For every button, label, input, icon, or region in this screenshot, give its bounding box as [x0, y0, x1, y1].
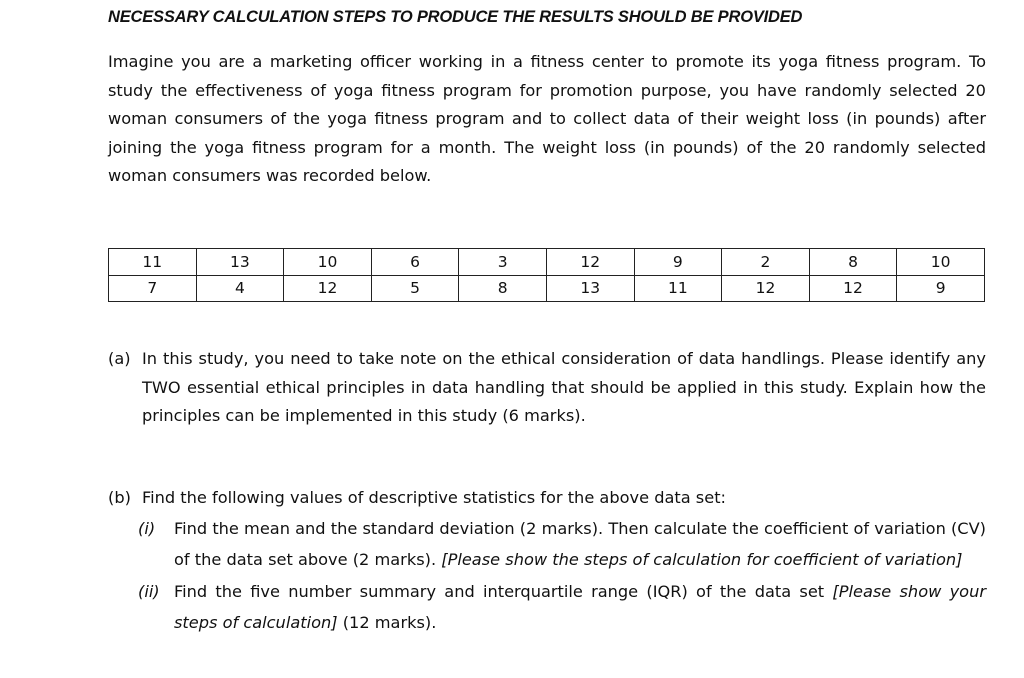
table-cell: 9 — [634, 249, 722, 276]
part-i-label: (i) — [138, 518, 156, 538]
table-cell: 10 — [897, 249, 985, 276]
question-b-part-ii — [138, 576, 986, 639]
part-ii-label: (ii) — [138, 581, 160, 601]
table-cell: 12 — [722, 275, 810, 302]
question-b-text: Find the following values of descriptive statistics for the above data set: — [142, 488, 727, 507]
table-cell: 13 — [546, 275, 634, 302]
table-cell: 12 — [809, 275, 897, 302]
table-cell: 8 — [459, 275, 547, 302]
table-cell: 3 — [459, 249, 547, 276]
part-i-text — [174, 513, 986, 576]
question-a-label: (a) — [108, 349, 131, 368]
table-cell: 9 — [897, 275, 985, 302]
table-row — [109, 249, 985, 276]
question-a-text: In this study, you need to take note on the ethical consideration of data handlings. Please identify any TWO essential ethical principles in data handling that should be applied in this study. Explain how the principles can be implemented in this study (6 marks). — [142, 349, 986, 425]
table-cell: 4 — [196, 275, 284, 302]
table-cell: 7 — [109, 275, 197, 302]
table-cell: 5 — [371, 275, 459, 302]
part-i-note: [Please show the steps of calculation for coefficient of variation] — [441, 550, 963, 569]
page-heading: NECESSARY CALCULATION STEPS TO PRODUCE THE RESULTS SHOULD BE PROVIDED — [108, 8, 803, 26]
part-i-body: Find the mean and the standard deviation (2 marks). Then calculate the coefficient of variation (CV) of the data set above (2 marks). — [174, 518, 986, 569]
table-cell: 13 — [196, 249, 284, 276]
question-b-label: (b) — [108, 488, 131, 507]
table-cell: 10 — [284, 249, 372, 276]
weight-loss-table — [108, 248, 985, 302]
table-cell: 11 — [634, 275, 722, 302]
intro-paragraph: Imagine you are a marketing officer working in a fitness center to promote its yoga fitness program. To study the effectiveness of yoga fitness program for promotion purpose, you have randomly selected 20 woman consumers of the yoga fitness program and to collect data of their weight loss (in pounds) after joining the yoga fitness program for a month. The weight loss (in pounds) of the 20 randomly selected woman consumers was recorded below. — [108, 52, 986, 185]
table-cell: 12 — [546, 249, 634, 276]
question-a — [108, 345, 986, 431]
table-cell: 12 — [284, 275, 372, 302]
question-b — [108, 484, 986, 639]
part-ii-note: [Please show your steps of calculation] — [174, 581, 986, 632]
part-ii-text — [174, 576, 986, 639]
question-b-part-i — [138, 513, 986, 576]
table-row — [109, 275, 985, 302]
table-cell: 11 — [109, 249, 197, 276]
part-ii-body: Find the five number summary and interquartile range (IQR) of the data set — [174, 581, 833, 601]
table-cell: 6 — [371, 249, 459, 276]
table-cell: 8 — [809, 249, 897, 276]
part-ii-suffix: (12 marks). — [337, 613, 437, 632]
table-cell: 2 — [722, 249, 810, 276]
